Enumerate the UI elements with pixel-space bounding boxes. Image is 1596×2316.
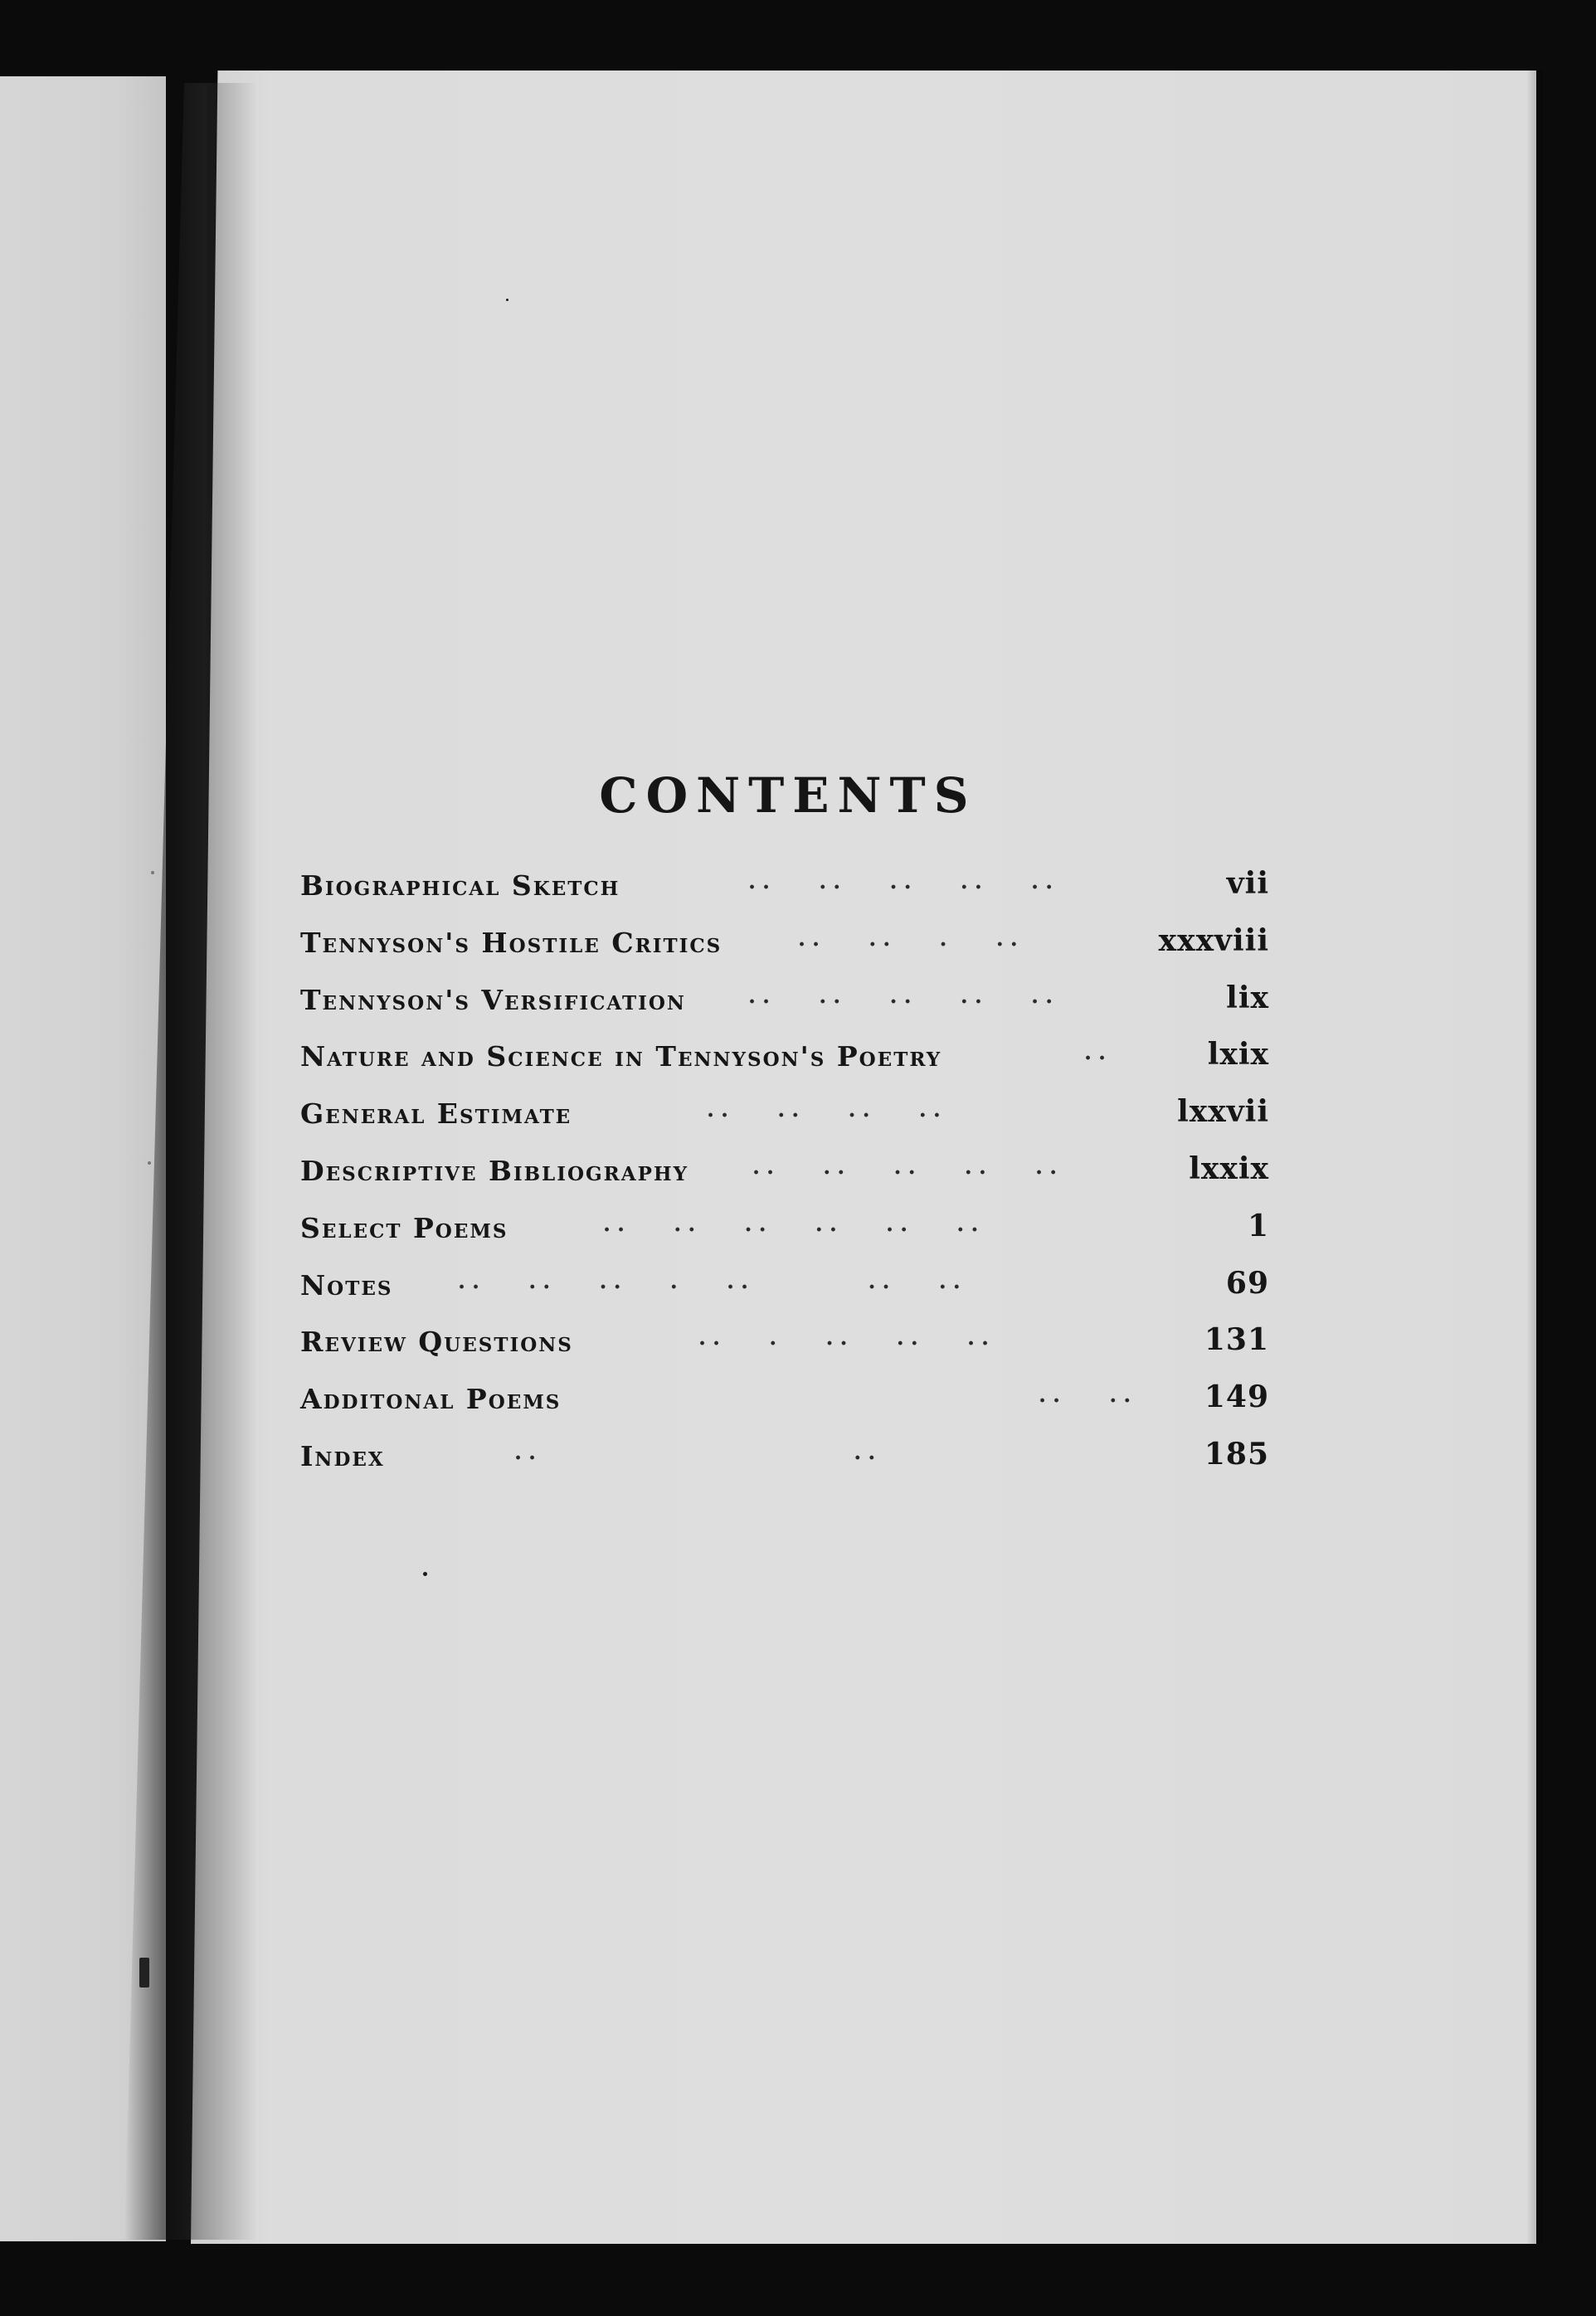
toc-entry-title: Nature and Science in Tennyson's Poetry	[300, 1040, 942, 1073]
toc-dot-leader: .. .. .. ..	[707, 1097, 947, 1123]
toc-entry-title: Descriptive Bibliography	[300, 1154, 689, 1187]
toc-entry	[300, 1261, 1269, 1318]
toc-entry-title: Notes	[300, 1268, 393, 1302]
toc-entry-title: General Estimate	[300, 1097, 572, 1131]
scan-speck	[148, 1161, 151, 1165]
toc-entry	[300, 1375, 1269, 1432]
toc-dot-leader: .. .. .. .. ..	[752, 1154, 1064, 1180]
toc-page-number: lxxvii	[1177, 1094, 1269, 1130]
toc-page-number: xxxviii	[1158, 922, 1269, 958]
scan-speck	[423, 1572, 427, 1576]
page-edge-shadow	[1526, 71, 1543, 2244]
toc-dot-leader: ..	[1084, 1040, 1113, 1066]
toc-entry-title: Tennyson's Hostile Critics	[300, 926, 723, 959]
toc-entry-title: Select Poems	[300, 1211, 508, 1244]
toc-page-number: lxxix	[1189, 1151, 1269, 1186]
toc-entry	[300, 1317, 1269, 1375]
toc-page-number: lxix	[1207, 1037, 1269, 1073]
toc-entry	[300, 1432, 1269, 1489]
toc-page-number: 69	[1225, 1265, 1269, 1301]
toc-dot-leader: .. .. . ..	[798, 926, 1024, 951]
scan-speck	[506, 299, 508, 301]
toc-dot-leader: .. .. .. . .. .. ..	[458, 1268, 967, 1294]
toc-entry-title: Tennyson's Versification	[300, 983, 686, 1016]
toc-page-number: lix	[1226, 980, 1269, 1015]
toc-dot-leader: .. .. .. .. .. ..	[603, 1211, 985, 1237]
toc-page-number: 185	[1204, 1436, 1269, 1472]
toc-entry	[300, 1146, 1269, 1204]
toc-page-number: 1	[1247, 1208, 1269, 1243]
toc-entry	[300, 918, 1269, 976]
toc-entry	[300, 976, 1269, 1033]
table-of-contents	[300, 861, 1269, 1489]
toc-entry-title: Index	[300, 1439, 385, 1472]
toc-dot-leader: .. .. .. .. ..	[748, 983, 1060, 1009]
toc-page-number: vii	[1226, 866, 1269, 901]
toc-page-number: 149	[1204, 1379, 1269, 1415]
toc-dot-leader: .. ..	[514, 1439, 883, 1465]
toc-dot-leader: .. . .. .. ..	[698, 1326, 996, 1351]
toc-entry	[300, 1032, 1269, 1089]
toc-page-number: 131	[1204, 1322, 1269, 1358]
contents-heading: CONTENTS	[599, 767, 977, 824]
toc-entry	[300, 861, 1269, 918]
toc-entry-title: Additonal Poems	[300, 1383, 562, 1416]
toc-dot-leader: .. ..	[1039, 1383, 1138, 1409]
toc-dot-leader: .. .. .. .. ..	[748, 869, 1060, 894]
toc-entry	[300, 1089, 1269, 1146]
toc-entry	[300, 1204, 1269, 1261]
toc-entry-title: Biographical Sketch	[300, 869, 620, 902]
scan-speck	[151, 871, 154, 874]
scan-speck	[139, 1958, 149, 1988]
toc-entry-title: Review Questions	[300, 1326, 573, 1359]
